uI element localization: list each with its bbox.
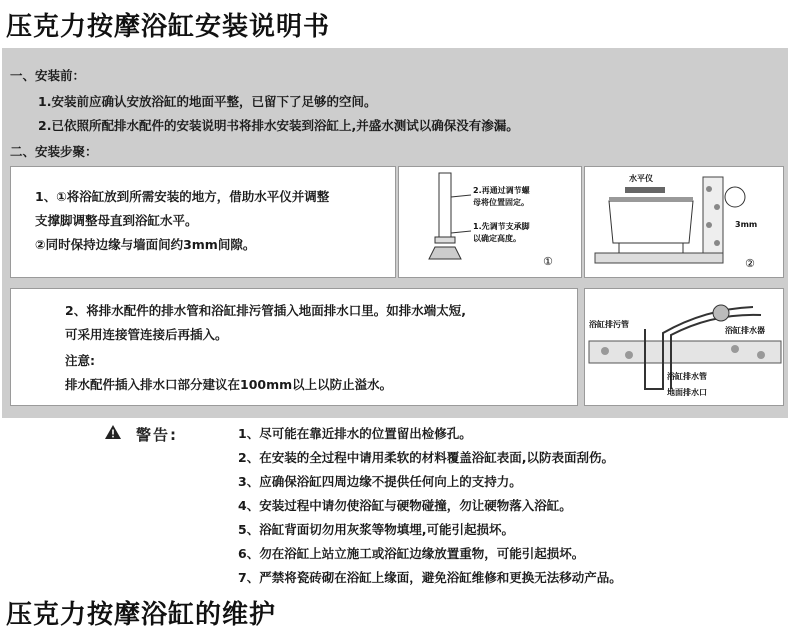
step1-line-1: 1、①将浴缸放到所需安装的地方，借助水平仪并调整 <box>35 189 330 204</box>
support-leg-diagram <box>399 167 581 277</box>
fig1-label-1: 2.再通过调节螺 <box>473 186 530 195</box>
fig1-number: ① <box>543 255 553 268</box>
step1-box <box>10 166 396 278</box>
warning-item-1: 1、尽可能在靠近排水的位置留出检修孔。 <box>238 426 472 441</box>
warning-heading <box>104 424 178 445</box>
steps-heading: 二、安装步聚： <box>10 144 98 159</box>
step2-box <box>10 288 578 406</box>
fig1-label-1b: 母将位置固定。 <box>473 198 529 207</box>
fig3-label-drain-pipe: 浴缸排水管 <box>667 372 707 381</box>
warning-item-4: 4、安装过程中请勿使浴缸与硬物碰撞，勿让硬物落入浴缸。 <box>238 498 572 513</box>
step2-line-2: 可采用连接管连接后再插入。 <box>65 327 228 342</box>
instruction-panel <box>2 48 788 418</box>
fig2-label-gap: 3mm <box>735 220 758 229</box>
before-install-heading: 一、安装前： <box>10 68 86 83</box>
before-install-item-2: 2.已依照所配排水配件的安装说明书将排水安装到浴缸上,并盛水测试以确保没有渗漏。 <box>38 118 519 133</box>
warning-item-6: 6、勿在浴缸上站立施工或浴缸边缘放置重物，可能引起损坏。 <box>238 546 585 561</box>
page-title: 压克力按摩浴缸安装说明书 <box>6 12 331 42</box>
warning-item-3: 3、应确保浴缸四周边缘不提供任何向上的支持力。 <box>238 474 522 489</box>
figure-level-install <box>584 166 784 278</box>
warning-triangle-icon <box>104 424 122 444</box>
fig3-label-drain: 浴缸排水器 <box>725 326 765 335</box>
before-install-item-1: 1.安装前应确认安放浴缸的地面平整，已留下了足够的空间。 <box>38 94 377 109</box>
warning-label: 警告: <box>136 426 178 444</box>
step2-line-1: 2、将排水配件的排水管和浴缸排污管插入地面排水口里。如排水端太短, <box>65 303 466 318</box>
step2-line-3: 注意: <box>65 353 95 368</box>
drain-pipe-diagram <box>585 289 783 405</box>
fig3-label-floor: 地面排水口 <box>667 388 707 397</box>
warning-item-5: 5、浴缸背面切勿用灰浆等物填埋,可能引起损坏。 <box>238 522 514 537</box>
fig1-label-2b: 以确定高度。 <box>473 234 521 243</box>
maintenance-title: 压克力按摩浴缸的维护 <box>6 600 277 630</box>
fig1-label-2: 1.先调节支承脚 <box>473 222 530 231</box>
warning-item-7: 7、严禁将瓷砖砌在浴缸上缘面，避免浴缸维修和更换无法移动产品。 <box>238 570 622 585</box>
fig2-label-level: 水平仪 <box>629 174 653 183</box>
step1-line-3: ②同时保持边缘与墙面间约3mm间隙。 <box>35 237 256 252</box>
step1-line-2: 支撑脚调整母直到浴缸水平。 <box>35 213 198 228</box>
level-install-diagram <box>585 167 783 277</box>
fig3-label-pipe: 浴缸排污管 <box>589 320 629 329</box>
figure-drain-pipe <box>584 288 784 406</box>
figure-support-leg <box>398 166 582 278</box>
step2-line-4: 排水配件插入排水口部分建议在100mm以上以防止溢水。 <box>65 377 393 392</box>
warning-item-2: 2、在安装的全过程中请用柔软的材料覆盖浴缸表面,以防表面刮伤。 <box>238 450 614 465</box>
fig2-number: ② <box>745 257 755 270</box>
